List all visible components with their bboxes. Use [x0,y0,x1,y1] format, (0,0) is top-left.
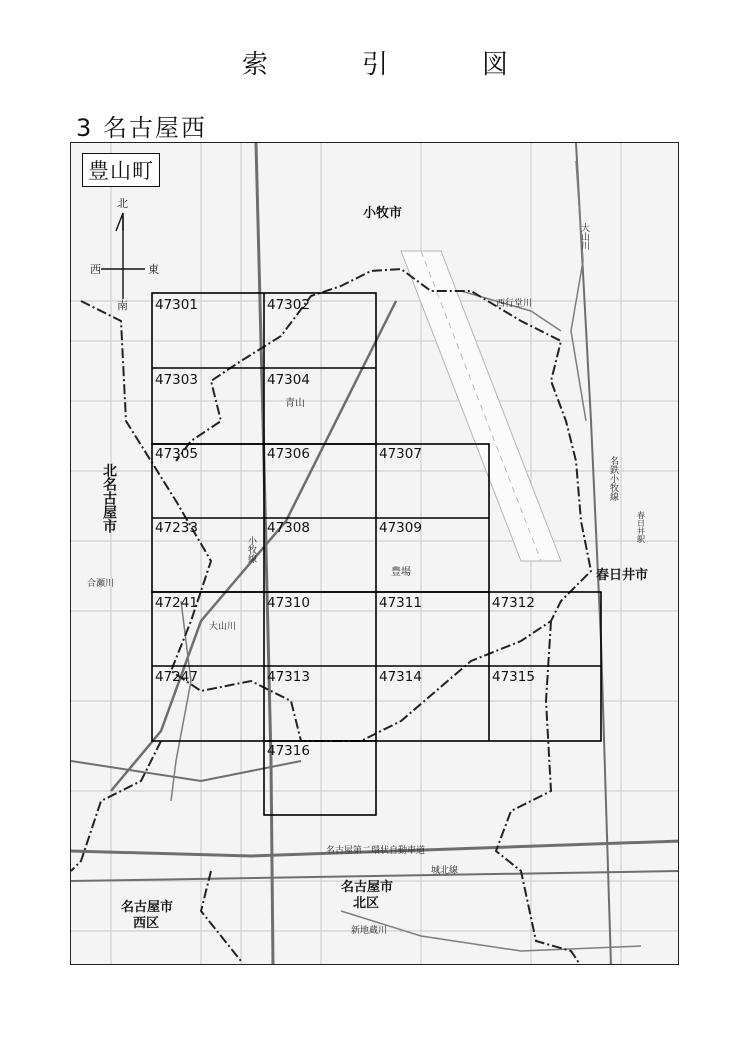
label-komaki: 小牧市 [363,206,403,221]
tile-47247[interactable]: 47247 [155,669,198,685]
label-toyoba: 豊場 [391,567,411,578]
label-shinjiguri-river: 新地蔵川 [351,926,388,936]
label-ring-road: 名古屋第二環状自動車道 [326,846,426,856]
tile-47315[interactable]: 47315 [492,669,535,685]
town-label: 豊山町 [82,153,160,187]
label-kasugai: 春日井市 [596,568,649,583]
municipal-boundary [71,269,591,965]
tile-47241[interactable]: 47241 [155,595,198,611]
label-komaki-line: 小牧線 [246,536,256,563]
label-kitanagoya-vertical [101,463,117,534]
label-nishigyo-river: 西行堂川 [496,299,533,309]
label-aoyama: 青山 [285,398,305,409]
label-kitanagoya: 北名古屋市 [101,463,117,533]
tile-47302[interactable]: 47302 [267,297,310,313]
tile-47316[interactable]: 47316 [267,743,310,759]
tile-47301[interactable]: 47301 [155,297,198,313]
tile-47309[interactable]: 47309 [379,520,422,536]
airport-runway [401,251,561,561]
label-nagoya-nishi: 名古屋市 [121,900,174,915]
tile-47314[interactable]: 47314 [379,669,422,685]
compass-rose [101,213,145,299]
tile-47308[interactable]: 47308 [267,520,310,536]
tile-47310[interactable]: 47310 [267,595,310,611]
tile-47313[interactable]: 47313 [267,669,310,685]
label-oyama-river: 大山川 [209,622,237,632]
page-title: 索 引 図 [241,50,542,80]
compass-north: 北 [117,197,128,210]
index-map [70,142,679,965]
tile-47303[interactable]: 47303 [155,372,198,388]
compass-south: 南 [117,299,128,312]
section-heading: 3 名古屋西 [76,114,207,142]
tile-47306[interactable]: 47306 [267,446,310,462]
label-nishi-ku: 西区 [133,916,160,931]
tile-47311[interactable]: 47311 [379,595,422,611]
tile-47305[interactable]: 47305 [155,446,198,462]
label-kasugai-sta: 春日井駅 [636,511,646,543]
label-meiko-line: 名鉄小牧線 [608,456,618,501]
map-canvas [71,143,679,965]
compass-west: 西 [90,263,101,276]
label-johoku-line: 城北線 [431,866,459,876]
label-jinnoue-river: 合瀬川 [87,579,115,589]
tile-47312[interactable]: 47312 [492,595,535,611]
tile-47307[interactable]: 47307 [379,446,422,462]
label-kita-ku: 北区 [353,896,380,911]
tile-47233[interactable]: 47233 [155,520,198,536]
label-oyama-north: 大山川 [579,223,589,250]
tile-47304[interactable]: 47304 [267,372,310,388]
compass-east: 東 [148,263,159,276]
label-nagoya-kita: 名古屋市 [341,880,394,895]
